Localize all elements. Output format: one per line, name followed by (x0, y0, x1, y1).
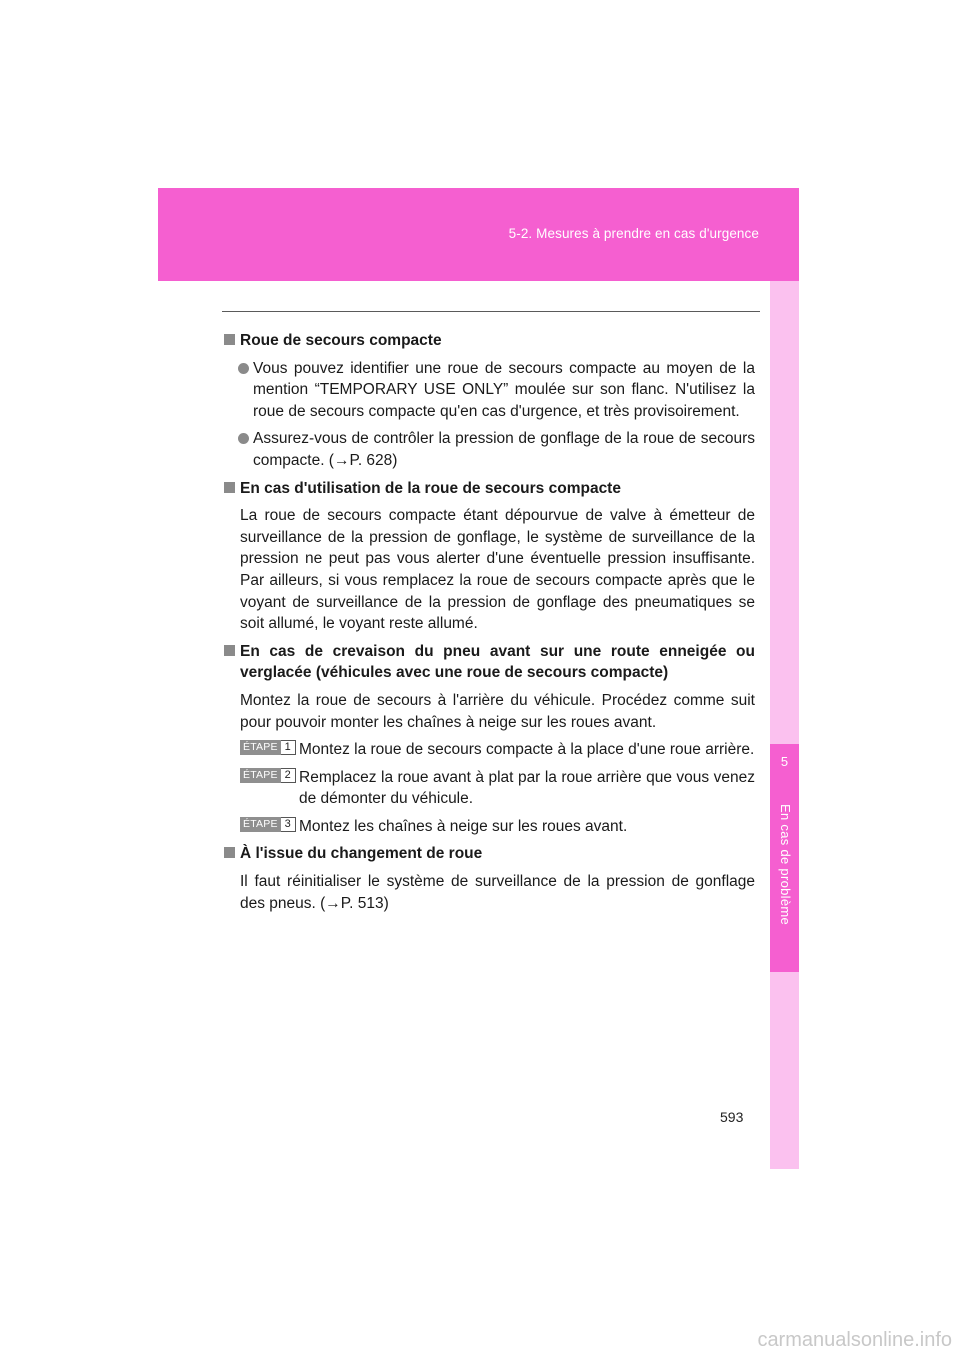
step-badge (240, 740, 296, 755)
paragraph: La roue de secours compacte étant dépourvue de valve à émetteur de surveillance de la pression de gonflage, le système de surveillance de la pression ne peut pas vous alerter d'une éventuelle pression insuffisante. Par ailleurs, si vous remplacez la roue de secours compacte après que le voyant de surveillance de la pression de gonflage des pneumatiques se soit allumé, le voyant reste allumé. (240, 507, 755, 633)
chapter-number: 5 (780, 754, 789, 769)
step-text: Montez la roue de secours compacte à la place d'une roue arrière. (299, 741, 755, 759)
step-badge (240, 817, 296, 832)
section-heading (222, 641, 755, 684)
step-badge (240, 768, 296, 783)
paragraph: Montez la roue de secours à l'arrière du véhicule. Procédez comme suit pour pouvoir monter les chaînes à neige sur les roues avant. (240, 691, 755, 731)
chapter-title: En cas de problème (778, 804, 793, 926)
step-number: 1 (281, 740, 296, 755)
step-number: 2 (281, 768, 296, 783)
heading-text: En cas de crevaison du pneu avant sur une route enneigée ou verglacée (véhicules avec une roue de secours compacte) (240, 642, 755, 682)
page-number: 593 (720, 1109, 744, 1125)
step-number: 3 (281, 817, 296, 832)
paragraph: Il faut réinitialiser le système de surveillance de la pression de gonflage des pneus. (→P. 513) (240, 873, 755, 912)
step-label: ÉTAPE (240, 740, 281, 755)
heading-text: En cas d'utilisation de la roue de secours compacte (240, 479, 621, 497)
round-bullet-icon (238, 433, 249, 444)
heading-text: Roue de secours compacte (240, 332, 442, 349)
square-bullet-icon (224, 847, 235, 858)
header-divider (222, 311, 760, 312)
page-content (222, 330, 755, 920)
square-bullet-icon (224, 645, 235, 656)
watermark: carmanualsonline.info (757, 1329, 952, 1351)
header-band (158, 188, 799, 281)
step-item (222, 739, 755, 761)
section-heading (222, 478, 755, 500)
chapter-tab[interactable] (770, 744, 799, 972)
bullet-text: Vous pouvez identifier une roue de secours compacte au moyen de la mention “TEMPORARY USE ONLY” moulée sur son flanc. N'utilisez la roue de secours compacte qu'en cas d'urgence, et très provisoirement. (253, 359, 755, 420)
step-item (222, 816, 755, 838)
step-text: Montez les chaînes à neige sur les roues avant. (299, 817, 628, 835)
square-bullet-icon (224, 482, 235, 493)
step-text: Remplacez la roue avant à plat par la roue arrière que vous venez de démonter du véhicule. (299, 768, 755, 808)
square-bullet-icon (224, 334, 235, 345)
bullet-text: Assurez-vous de contrôler la pression de gonflage de la roue de secours compacte. (→P. 628) (253, 430, 755, 469)
section-heading (222, 330, 755, 352)
step-label: ÉTAPE (240, 817, 281, 832)
heading-text: À l'issue du changement de roue (240, 845, 483, 863)
step-item (222, 767, 755, 810)
side-tab-background (770, 281, 799, 1169)
step-label: ÉTAPE (240, 768, 281, 783)
bullet-item (222, 358, 755, 423)
round-bullet-icon (238, 363, 249, 374)
section-heading (222, 843, 755, 865)
section-title: 5-2. Mesures à prendre en cas d'urgence (508, 226, 759, 241)
bullet-item (222, 428, 755, 471)
